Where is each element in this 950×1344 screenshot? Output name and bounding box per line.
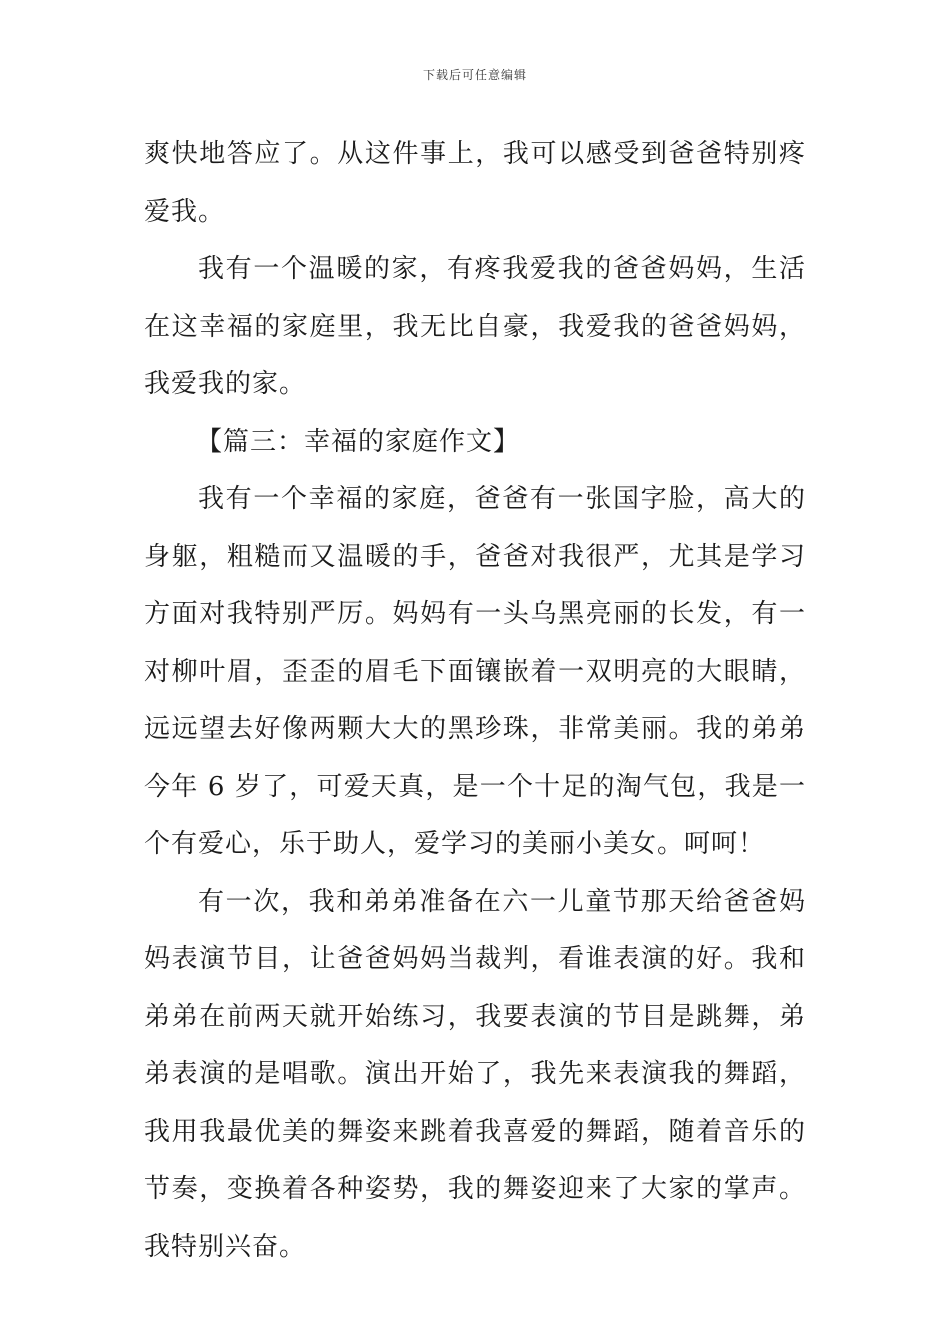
- page-header: 下载后可任意编辑: [422, 68, 527, 82]
- paragraph-continuation: 爽快地答应了。从这件事上，我可以感受到爸爸特别疼爱我。: [144, 139, 806, 227]
- paragraph-family-description: 我有一个幸福的家庭，爸爸有一张国字脸，高大的身躯，粗糙而又温暖的手，爸爸对我很严，尤其是学习方面对我特别严厉。妈妈有一头乌黑亮丽的长发，有一对柳叶眉，歪歪的眉毛下面镶嵌着一双明亮的大眼睛，远远望去好像两颗大大的黑珍珠，非常美丽。我的弟弟今年 6 岁了，可爱天真，是一个十足的淘气包，我是一个有爱心，乐于助人，爱学习的美丽小美女。呵呵！: [144, 484, 806, 859]
- document-body: [144, 126, 806, 1276]
- paragraph-warm-home: 我有一个温暖的家，有疼我爱我的爸爸妈妈，生活在这幸福的家庭里，我无比自豪，我爱我的爸爸妈妈，我爱我的家。: [144, 254, 806, 399]
- section-title: 【篇三：幸福的家庭作文】: [196, 426, 521, 457]
- paragraph-performance: 有一次，我和弟弟准备在六一儿童节那天给爸爸妈妈表演节目，让爸爸妈妈当裁判，看谁表演的好。我和弟弟在前两天就开始练习，我要表演的节目是跳舞，弟弟表演的是唱歌。演出开始了，我先来表演我的舞蹈，我用我最优美的舞姿来跳着我喜爱的舞蹈，随着音乐的节奏，变换着各种姿势，我的舞姿迎来了大家的掌声。我特别兴奋。: [144, 886, 806, 1262]
